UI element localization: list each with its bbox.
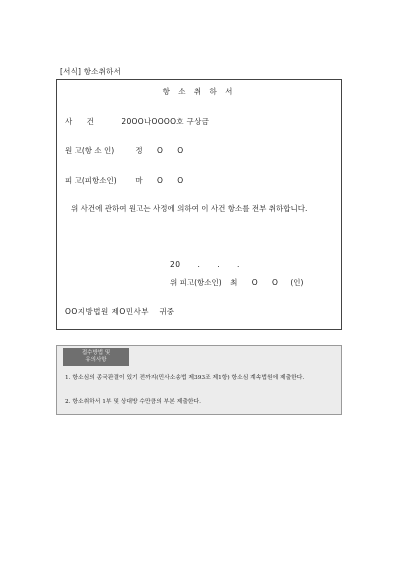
defendant-row — [65, 175, 189, 186]
case-label: 사 건 — [65, 117, 100, 126]
date-year: 20 — [170, 260, 181, 269]
signer-row — [170, 277, 303, 288]
defendant-name: 마 O O — [135, 176, 190, 185]
document-title: 항 소 취 하 서 — [162, 87, 236, 96]
case-value: 20OO나OOOO호 구상금 — [121, 117, 210, 126]
plaintiff-label: 원 고(항 소 인) — [65, 146, 115, 155]
note-item: 2. 항소취하서 1부 및 상대방 수만큼의 부본 제출한다. — [65, 399, 201, 405]
date-dot: . — [237, 260, 240, 269]
notes-header-line: 유의사항 — [85, 357, 107, 363]
form-label: [서식] 항소취하서 — [60, 67, 121, 76]
notes-box — [56, 345, 342, 415]
withdrawal-statement: 위 사건에 관하여 원고는 사정에 의하여 이 사건 항소를 전부 취하합니다. — [71, 204, 308, 213]
document-form — [56, 79, 342, 330]
notes-header — [63, 348, 129, 366]
plaintiff-name: 정 O O — [135, 146, 190, 155]
date-row — [170, 260, 240, 269]
recipient: 귀중 — [159, 307, 174, 316]
date-dot: . — [217, 260, 221, 269]
signer-label: 위 피고(항소인) — [170, 278, 222, 287]
seal-mark: (인) — [290, 278, 304, 287]
note-item: 1. 항소심의 종국판결이 있기 전까지(민사소송법 제393조 제1항) 항소심 계속법원에 제출한다. — [65, 375, 305, 381]
court-row — [65, 306, 174, 317]
signer-name: 최 O O — [230, 278, 284, 287]
court-name: OO지방법원 제O민사부 — [65, 307, 150, 316]
date-dot: . — [197, 260, 201, 269]
notes-header-line: 접수방법 및 — [81, 350, 111, 356]
case-row — [65, 116, 209, 127]
plaintiff-row — [65, 145, 189, 156]
defendant-label: 피 고(피항소인) — [65, 176, 117, 185]
